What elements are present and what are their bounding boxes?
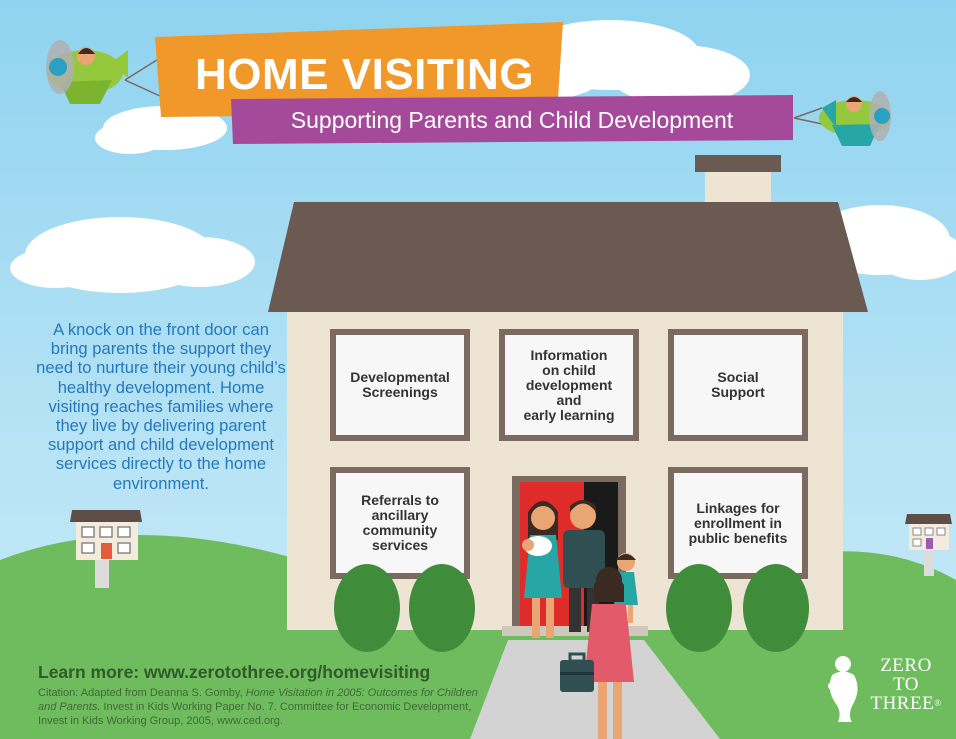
airplane-right-icon [794,91,891,146]
citation-suffix: Invest in Kids Working Paper No. 7. Committee for Economic Development, Invest in Kids Working Group, 2005, www.ced.org. [38,701,472,727]
window-line: community [362,522,438,538]
citation-prefix: Citation: Adapted from Deanna S. Gomby, [38,687,246,699]
window-line: on child [542,361,596,378]
window-line: ancillary [371,507,429,523]
window-line: Social [717,369,759,385]
airplane-left-icon [46,40,160,104]
window-developmental-screenings [336,335,464,435]
zero-to-three-logo [866,656,946,713]
window-referrals [336,473,464,573]
cloud-left [10,217,255,293]
window-line: Screenings [362,384,438,400]
window-line: Referrals to [361,492,439,508]
window-line: Information [530,346,608,363]
logo-line: ZERO [880,655,932,676]
window-line: enrollment in [694,514,782,531]
window-line: and [556,391,582,408]
intro-paragraph: A knock on the front door can bring parents the support they need to nurture their young child’s healthy development. Home visiting reaches families where they live by delivering parent support and child development services directly to the home environment. [36,320,286,493]
citation [38,686,478,728]
roof [268,202,868,312]
window-line: Developmental [350,369,450,385]
window-line: Support [711,384,765,400]
window-social-support [674,335,802,435]
window-information-child-development [505,335,633,435]
logo-line: TO [893,674,919,695]
window-line: development [525,376,613,393]
page-subtitle: Supporting Parents and Child Development [290,107,734,133]
logo-line: THREE [870,693,935,714]
learn-more-link[interactable]: Learn more: www.zerotothree.org/homevisiting [38,662,431,682]
window-line: services [371,537,429,553]
registered-mark: ® [934,698,942,708]
chimney-cap [695,155,781,172]
window-line: early learning [523,406,615,423]
citation-title: Home Visitation in 2005: Outcomes for Children and Parents. [38,687,478,713]
page-title: HOME VISITING [195,50,534,99]
window-linkages [674,473,802,573]
window-line: public benefits [688,529,788,546]
window-line: Linkages for [696,499,780,516]
